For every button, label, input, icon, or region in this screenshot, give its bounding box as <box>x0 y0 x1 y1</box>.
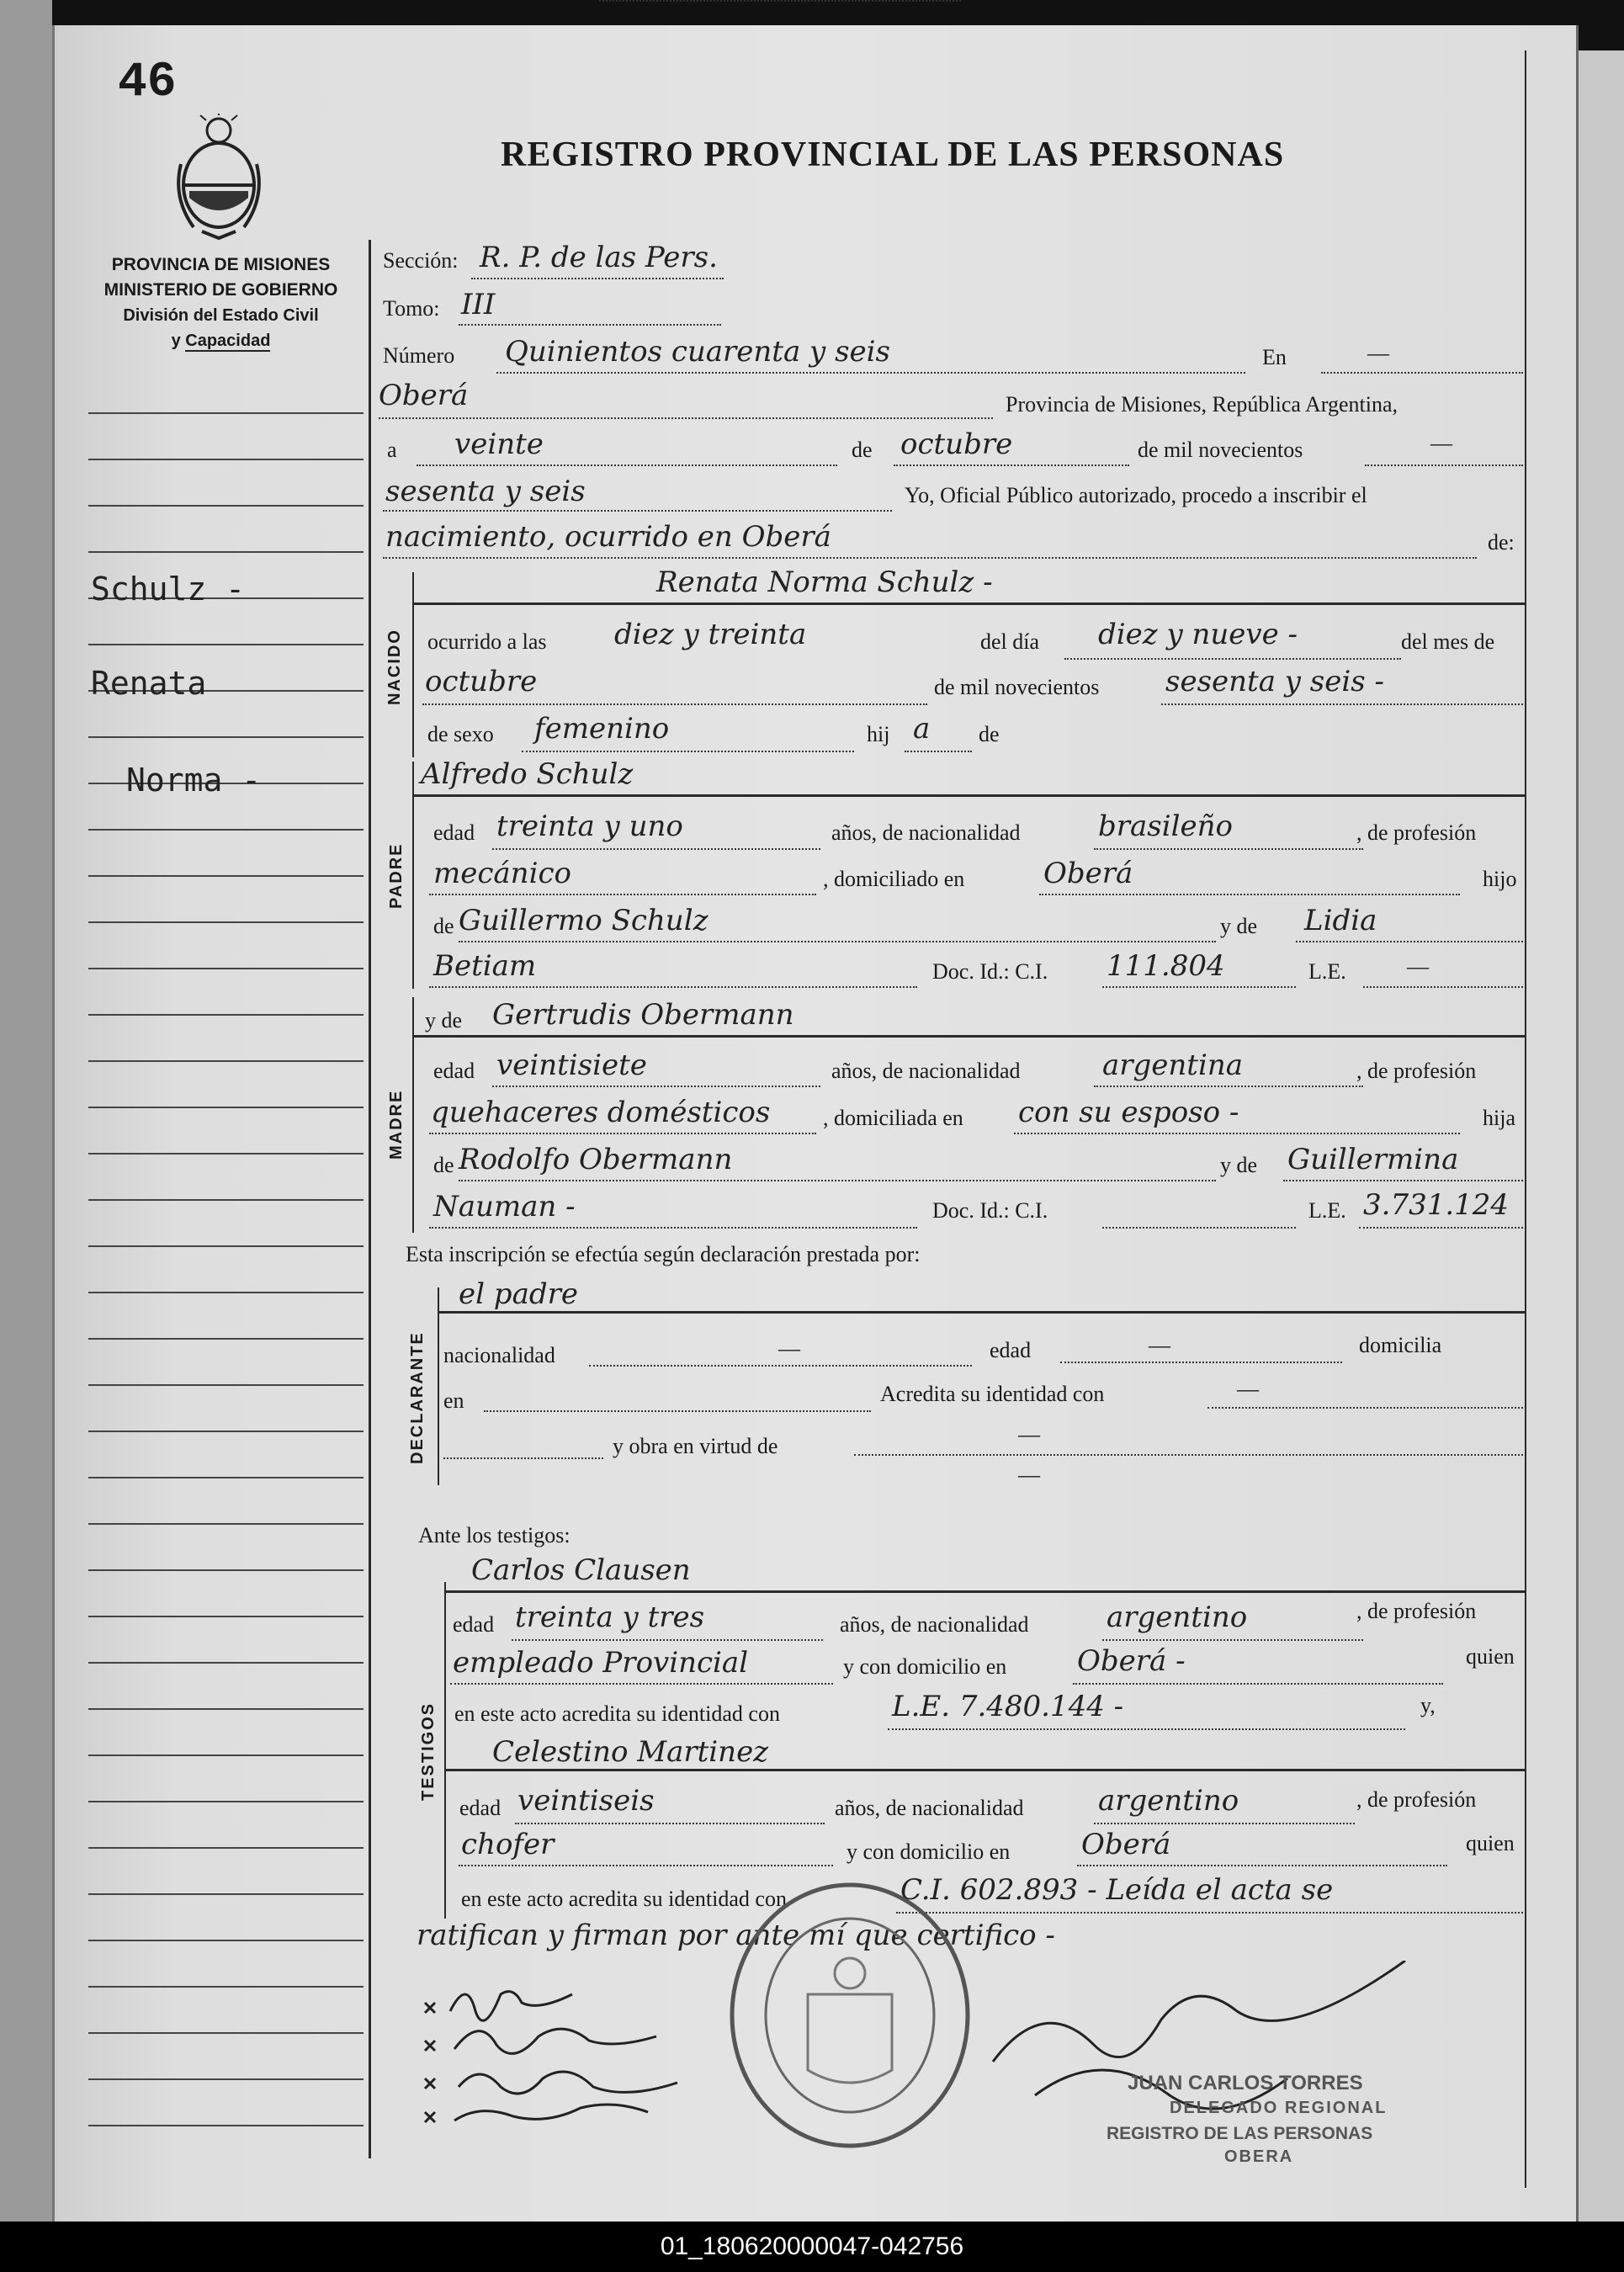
padre-doc: 111.804 <box>1107 949 1225 983</box>
margin-rule-line <box>88 1060 364 1062</box>
margin-rule-line <box>88 1292 364 1293</box>
nacido-rule <box>412 603 1525 605</box>
month-value: octubre <box>900 427 1013 461</box>
province-text: Provincia de Misiones, República Argentina, <box>1006 392 1398 417</box>
madre-le-label: L.E. <box>1308 1198 1346 1223</box>
ministry-label: MINISTERIO DE GOBIERNO <box>103 280 338 300</box>
madre-doc-line <box>1102 1227 1296 1229</box>
w1-prof: empleado Provincial <box>453 1646 749 1680</box>
w1-nac: argentino <box>1107 1600 1248 1634</box>
w2-edad-label: edad <box>459 1796 502 1820</box>
margin-rule-line <box>88 1199 364 1201</box>
madre-vrule <box>412 997 414 1233</box>
w2-dom: Oberá <box>1081 1828 1171 1861</box>
closing-statement: ratifican y firman por ante mí que certifico - <box>417 1919 1055 1952</box>
w2-prof-line <box>459 1865 833 1866</box>
madre-mother-cont-line <box>429 1227 917 1229</box>
hour-value: diez y treinta <box>614 618 807 651</box>
padre-dom-line <box>1039 894 1460 895</box>
declarante-vrule <box>438 1287 439 1485</box>
declarante-virtud-line <box>854 1454 1523 1456</box>
w1-edad-label: edad <box>453 1612 495 1637</box>
padre-dom-label: , domiciliado en <box>823 867 965 891</box>
w2-acredita-label: en este acto acredita su identidad con <box>461 1887 787 1911</box>
mil-dash: — <box>1430 431 1452 455</box>
margin-rule-line <box>88 1014 364 1016</box>
year-of-birth: sesenta y seis - <box>1165 665 1384 698</box>
declarante-acredita-label: Acredita su identidad con <box>880 1382 1105 1406</box>
margin-rule-line <box>88 1569 364 1571</box>
w1-nac-line <box>1102 1639 1363 1641</box>
day-value: veinte <box>454 427 544 461</box>
margin-rule-line <box>88 1153 364 1155</box>
margin-rule-line <box>88 1616 364 1617</box>
w1-dom-label: y con domicilio en <box>843 1654 1007 1679</box>
margin-rule-line <box>88 2078 364 2080</box>
padre-nac: brasileño <box>1098 810 1233 843</box>
padre-mother-cont: Betiam <box>433 949 537 983</box>
padre-mother-line <box>1296 941 1523 942</box>
padre-edad-line <box>492 848 820 850</box>
yo-text: Yo, Oficial Público autorizado, procedo a inscribir el <box>905 483 1367 507</box>
declarante-virtud-label: y obra en virtud de <box>613 1434 778 1458</box>
declarante-pre-line <box>443 1457 603 1459</box>
declarante-edad: — <box>1149 1333 1170 1357</box>
locality-value: Oberá <box>379 379 469 412</box>
capacity-row <box>80 328 362 353</box>
del-mes-label: del mes de <box>1401 629 1495 654</box>
declarante-en-line <box>484 1410 871 1412</box>
year-line <box>383 510 892 512</box>
right-border-rule <box>1525 50 1526 2188</box>
madre-edad-label: edad <box>433 1059 475 1083</box>
w2-prof-label: , de profesión <box>1356 1787 1477 1812</box>
margin-surname: Schulz - <box>91 571 246 608</box>
margin-rule-line <box>88 1662 364 1664</box>
de-colon: de: <box>1488 530 1515 555</box>
declarante-nac-line <box>589 1365 972 1367</box>
madre-father-line <box>459 1180 1216 1181</box>
padre-name: Alfredo Schulz <box>421 757 634 791</box>
month-of-birth-line <box>422 703 927 705</box>
madre-prof: quehaceres domésticos <box>431 1096 771 1129</box>
declarante-virtud: — <box>1018 1422 1040 1447</box>
birth-mil-label: de mil novecientos <box>934 675 1100 699</box>
division-label: División del Estado Civil <box>123 306 319 325</box>
sexo-line <box>522 751 854 752</box>
margin-rule-line <box>88 505 364 507</box>
padre-prof-line <box>429 894 816 895</box>
w1-dom: Oberá - <box>1077 1644 1186 1678</box>
madre-le: 3.731.124 <box>1363 1188 1510 1222</box>
w1-nac-label: años, de nacionalidad <box>840 1612 1029 1637</box>
madre-prof-line <box>429 1133 816 1134</box>
w2-nac: argentino <box>1098 1784 1239 1818</box>
padre-de-label: de <box>433 914 454 938</box>
locality-line <box>379 417 993 419</box>
binding-edge <box>0 0 52 2222</box>
padre-edad: treinta y uno <box>496 810 683 843</box>
madre-de-label: de <box>433 1153 454 1177</box>
w1-edad-line <box>512 1639 823 1641</box>
en-dash: — <box>1367 341 1389 365</box>
testigos-section-label: TESTIGOS <box>419 1701 438 1801</box>
official-round-stamp-icon <box>724 1877 976 2154</box>
sexo-label: de sexo <box>427 722 494 746</box>
witness2-name: Celestino Martinez <box>492 1735 769 1769</box>
margin-rule-line <box>88 644 364 645</box>
madre-name: Gertrudis Obermann <box>492 998 794 1032</box>
padre-le: — <box>1407 954 1429 979</box>
padre-rule <box>412 794 1525 797</box>
day-of-birth: diez y nueve - <box>1098 618 1298 651</box>
margin-rule-line <box>88 829 364 831</box>
margin-rule-line <box>88 1940 364 1941</box>
seccion-line <box>471 278 724 279</box>
w1-id: L.E. 7.480.144 - <box>892 1690 1124 1723</box>
capacity-y: y <box>171 332 181 350</box>
madre-dom-line <box>1014 1133 1460 1134</box>
seccion-label: Sección: <box>383 248 459 273</box>
madre-mother-cont: Nauman - <box>433 1190 576 1224</box>
margin-rule-line <box>88 1338 364 1340</box>
w2-edad: veintiseis <box>517 1784 655 1818</box>
madre-nac-label: años, de nacionalidad <box>831 1059 1021 1083</box>
declarante-edad-line <box>1060 1362 1342 1363</box>
margin-rule-line <box>88 1477 364 1478</box>
w1-quien-label: quien <box>1466 1644 1515 1669</box>
declarante-en-label: en <box>443 1388 464 1413</box>
ocurrido-label: ocurrido a las <box>427 629 547 654</box>
margin-rule-line <box>88 1523 364 1525</box>
month-line <box>894 464 1129 466</box>
declarante-nac: — <box>778 1336 800 1361</box>
witness1-name: Carlos Clausen <box>471 1553 691 1587</box>
official-city: OBERA <box>1224 2147 1294 2166</box>
w2-quien-label: quien <box>1466 1831 1515 1855</box>
official-title: DELEGADO REGIONAL <box>1170 2099 1388 2117</box>
margin-rule-line <box>88 1847 364 1849</box>
declarante-name: el padre <box>459 1277 578 1311</box>
padre-dom: Oberá <box>1043 857 1133 890</box>
testigos-vrule <box>444 1582 446 1919</box>
margin-rule-line <box>88 875 364 877</box>
madre-hija-label: hija <box>1483 1106 1515 1130</box>
w1-prof-label: , de profesión <box>1356 1599 1477 1623</box>
w2-dom-label: y con domicilio en <box>846 1839 1011 1864</box>
declarante-acredita-line <box>1207 1407 1523 1409</box>
declarante-section-label: DECLARANTE <box>408 1331 427 1464</box>
mil-line <box>1365 464 1523 466</box>
hij-label: hij <box>867 722 890 746</box>
numero-line <box>496 372 1245 374</box>
madre-edad: veintisiete <box>496 1048 647 1082</box>
margin-rule-line <box>88 968 364 969</box>
hour-line <box>599 0 961 2</box>
w2-nac-line <box>1094 1823 1355 1824</box>
en-line <box>1321 372 1523 374</box>
day-line <box>417 464 837 466</box>
en-label: En <box>1262 345 1287 369</box>
padre-doc-line <box>1102 986 1296 988</box>
padre-edad-label: edad <box>433 820 475 845</box>
capacity-label: Capacidad <box>185 332 271 350</box>
image-id-footer: 01_180620000047-042756 <box>0 2222 1624 2272</box>
w1-dom-line <box>1073 1683 1443 1685</box>
margin-rule-line <box>88 1384 364 1386</box>
padre-prof: mecánico <box>433 857 571 890</box>
madre-nac-line <box>1094 1086 1363 1087</box>
padre-father: Guillermo Schulz <box>459 904 709 937</box>
witness-signatures-icon <box>417 1986 703 2129</box>
seccion-value: R. P. de las Pers. <box>480 241 718 274</box>
madre-y-de-label: y de <box>425 1008 463 1032</box>
w2-edad-line <box>515 1823 825 1824</box>
tomo-value: III <box>461 288 496 321</box>
w1-edad: treinta y tres <box>515 1600 705 1634</box>
madre-nac: argentina <box>1102 1048 1244 1082</box>
margin-rule-line <box>88 412 364 414</box>
margin-rule-line <box>88 1986 364 1988</box>
year-value: sesenta y seis <box>385 475 586 508</box>
w1-y-label: y, <box>1420 1693 1436 1717</box>
margin-rule-line <box>88 1431 364 1432</box>
mil-label: de mil novecientos <box>1138 438 1303 462</box>
sidebar-header <box>80 252 362 353</box>
a-label: a <box>387 438 397 462</box>
w1-prof-line <box>450 1683 833 1685</box>
tomo-label: Tomo: <box>383 296 440 321</box>
margin-rule-line <box>88 736 364 738</box>
madre-rule <box>412 1035 1525 1038</box>
w2-dom-line <box>1077 1865 1447 1866</box>
margin-rule-line <box>88 1245 364 1247</box>
padre-nac-label: años, de nacionalidad <box>831 820 1021 845</box>
declarante-dom-label: domicilia <box>1359 1333 1442 1357</box>
numero-label: Número <box>383 343 455 368</box>
w1-acredita-label: en este acto acredita su identidad con <box>454 1701 780 1726</box>
madre-edad-line <box>492 1086 820 1087</box>
sexo-value: femenino <box>534 712 670 746</box>
madre-y-de2-label: y de <box>1220 1153 1258 1177</box>
madre-prof-label: , de profesión <box>1356 1059 1477 1083</box>
declarante-acredita: — <box>1237 1377 1259 1401</box>
margin-rule-line <box>88 1754 364 1756</box>
madre-father: Rodolfo Obermann <box>459 1143 733 1176</box>
w2-prof: chofer <box>461 1828 555 1861</box>
nacido-section-label: NACIDO <box>385 629 404 705</box>
witness1-rule <box>444 1590 1525 1593</box>
del-dia-label: del día <box>980 629 1040 654</box>
nacimiento-value: nacimiento, ocurrido en Oberá <box>385 520 831 554</box>
page-number: 46 <box>118 56 177 110</box>
witness2-rule <box>444 1769 1525 1771</box>
padre-le-label: L.E. <box>1308 959 1346 984</box>
declarante-rule <box>438 1311 1525 1314</box>
testigos-intro: Ante los testigos: <box>418 1523 571 1547</box>
madre-mother: Guillermina <box>1287 1143 1459 1176</box>
madre-dom: con su esposo - <box>1018 1096 1239 1129</box>
nacido-de-label: de <box>979 722 1000 746</box>
madre-le-line <box>1359 1227 1523 1229</box>
hij-value: a <box>913 712 931 746</box>
tomo-line <box>459 324 721 326</box>
padre-y-de-label: y de <box>1220 914 1258 938</box>
province-label: PROVINCIA DE MISIONES <box>111 255 331 274</box>
hij-line <box>905 751 972 752</box>
margin-rule-line <box>88 1801 364 1802</box>
nacimiento-line <box>383 557 1477 559</box>
madre-section-label: MADRE <box>387 1089 406 1160</box>
padre-father-line <box>459 941 1216 942</box>
declarante-nac-label: nacionalidad <box>443 1343 555 1367</box>
w2-id-line <box>896 1912 1523 1914</box>
margin-rule-line <box>88 1107 364 1108</box>
official-office: REGISTRO DE LAS PERSONAS <box>1107 2124 1373 2143</box>
day-of-birth-line <box>1064 658 1401 660</box>
margin-rule-line <box>88 1708 364 1710</box>
registry-title: REGISTRO PROVINCIAL DE LAS PERSONAS <box>501 135 1285 174</box>
next-page-edge <box>1574 50 1624 2222</box>
padre-section-label: PADRE <box>387 842 406 909</box>
padre-le-line <box>1363 986 1523 988</box>
declarante-edad-label: edad <box>990 1338 1032 1362</box>
official-name: JUAN CARLOS TORRES <box>1128 2072 1363 2094</box>
de-label: de <box>852 438 873 462</box>
padre-doc-label: Doc. Id.: C.I. <box>932 959 1048 984</box>
w2-id: C.I. 602.893 - Leída el acta se <box>900 1873 1334 1907</box>
padre-hijo-label: hijo <box>1483 867 1517 891</box>
declarante-extra-dash: — <box>1018 1462 1040 1487</box>
margin-rule-line <box>88 551 364 553</box>
padre-mother-cont-line <box>429 986 917 988</box>
month-of-birth: octubre <box>425 665 538 698</box>
margin-first-name: Renata <box>91 665 207 702</box>
margin-rule-line <box>88 1893 364 1895</box>
padre-mother: Lidia <box>1304 904 1377 937</box>
madre-doc-label: Doc. Id.: C.I. <box>932 1198 1048 1223</box>
w1-id-line <box>888 1728 1405 1730</box>
year-of-birth-line <box>1161 703 1523 705</box>
madre-mother-line <box>1283 1180 1523 1181</box>
main-vertical-rule <box>369 240 371 2158</box>
padre-prof-label: , de profesión <box>1356 820 1477 845</box>
nacido-vrule <box>412 572 414 757</box>
margin-rule-line <box>88 2125 364 2126</box>
padre-nac-line <box>1094 848 1363 850</box>
margin-second-name: Norma - <box>126 762 262 799</box>
w2-nac-label: años, de nacionalidad <box>835 1796 1024 1820</box>
nacido-name: Renata Norma Schulz - <box>656 565 993 599</box>
numero-value: Quinientos cuarenta y seis <box>505 335 890 369</box>
madre-dom-label: , domiciliada en <box>823 1106 963 1130</box>
argentine-coat-of-arms-icon <box>172 114 265 240</box>
margin-rule-line <box>88 459 364 460</box>
declarante-intro: Esta inscripción se efectúa según declaración prestada por: <box>406 1242 921 1266</box>
margin-rule-line <box>88 2032 364 2034</box>
margin-rule-line <box>88 921 364 923</box>
